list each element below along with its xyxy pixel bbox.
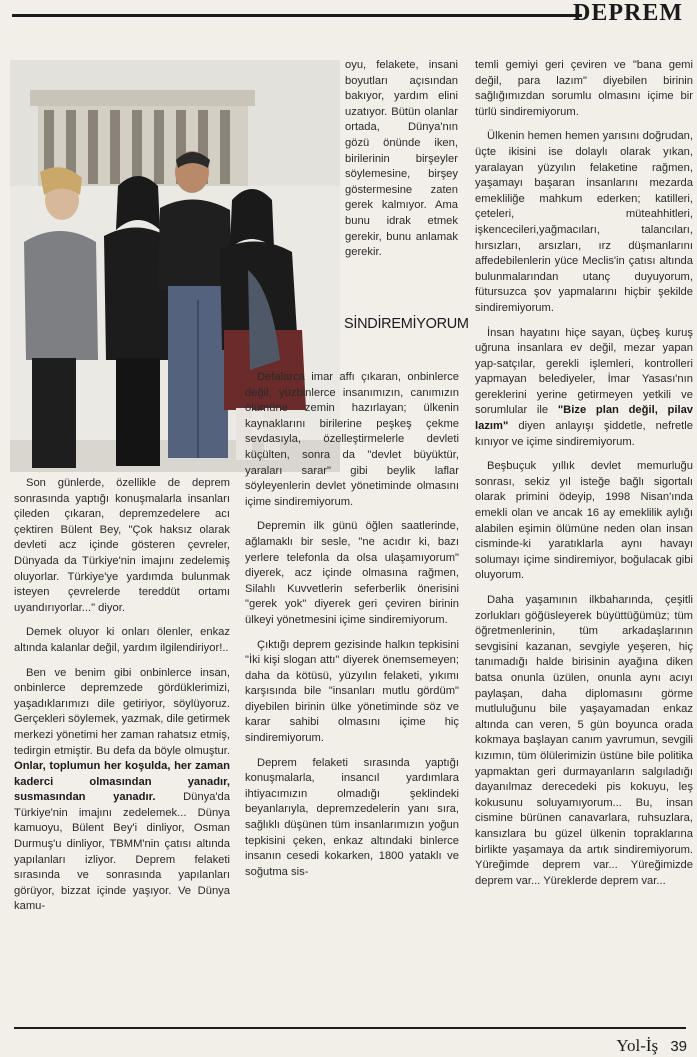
- paragraph: [475, 326, 693, 451]
- paragraph: Deprem felaketi sırasında yaptığı konuşmalarla, insancıl yardımlara ihtiyacımızın olmadığı şeklindeki beyanlarıyla, depremzedelerin yanı sıra, sağlıklı düşünen tüm insanlarımızın yoğun tepkisini çeken, enkaz altındaki binlerce insanın cesedi kokarken, 1800 yataklı ve soğutma sis-: [245, 756, 459, 878]
- paragraph: Depremin ilk günü öğlen saatlerinde, ağlamaklı bir sesle, "ne acıdır ki, bazı yerlere telefonla da olsa ulaşamıyorum" diyerek, acz içinde olmasına rağmen, Silahlı Kuvvetlerin seferberlik önerisini "gerek yok" diyerek geri çeviren birinin ülkeyi yönetmesini içime sindiremiyorum.: [245, 520, 459, 626]
- paragraph: Defalarca imar affı çıkaran, onbinlerce değil, yüzbinlerce insanımızın, canımızın ölümüne zemin hazırlayan; ülkenin kaynaklarını birilerine peşkeş çekme sevdasıyla, özelleştirmelerle devleti küçülten, sonra da "devlet büyüktür, yaraları sarar" gibi beylik laflar söyleyenlerin devlet yönetiminde olmasını içime sindiremiyorum.: [245, 371, 459, 508]
- paragraph: Çıktığı deprem gezisinde halkın tepkisini "İki kişi slogan attı" diyerek önemsemeyen; daha da kötüsü, yüzyılın felaketi, yıkımı karşısında bile "insanları mutlu gördüm" diyebilen birinin ülke yönetiminde söz ve karar sahibi olmasını içime hiç sindiremiyorum.: [245, 638, 459, 745]
- header-rule: [12, 14, 582, 17]
- paragraph-text: İnsan hayatını hiçe sayan, üçbeş kuruş uğruna insanlara ev değil, mezar yapan yap-satçılar, gerekli işlemleri, kontrolleri yapmayan belediyeler, İmar Yasası'nın gereklerini yerine getirmeyen yetkili ve sorumlular ile: [475, 326, 693, 417]
- paragraph: Ülkenin hemen hemen yarısını doğrudan, üçte ikisini ise dolaylı olarak yıkan, yaralayan yüzyılın felaketine rağmen, yaşamayı başaran insanlarını mezarda emekliliğe mahkum ederken; katilleri, çeteleri, müteahhitleri, işkencecileri,yağmacıları, talancıları, hırsızları, arsızları, ırz düşmanlarını affedebilenlerin yüce Meclis'in çatısı altında bulunmalarından utanç duyuyorum, fütursuzca şov yapmalarını hiçbir şekilde sindiremiyorum.: [475, 130, 693, 314]
- paragraph: Daha yaşamının ilkbaharında, çeşitli zorlukları göğüsleyerek büyüttüğümüz; tüm öğretmenlerinin, tüm arkadaşlarının sevgisini kazanan, sevgiyle yeşeren, hiç tanımadığı halde birisinin ayağına diken batsa onunla üzülen, onunla aynı acıyı paylaşan, daha diplomasını görme mutluluğunu bile yaşayamadan enkaz altında can veren, 5 gün boyunca orada kokmaya başlayan canım yavrumun, sevgili kızımın, tüm ölülerimizin üstüne bile politika yapmaktan geri durmayanların salgıladığı dayanılmaz derecedeki pis kokuyu, leş kokusunu soluyamıyorum... Bu, insan cismine bürünen canavarlara, ruhsuzlara, kansızlara bu güzel ülkenin topraklarına birlikte yaşamaya da artık sindiremiyorum. Yüreğimde deprem var... Yüreğimizde deprem var... Yüreklerde deprem var...: [475, 594, 693, 887]
- paragraph: Son günlerde, özellikle de deprem sonrasında yaptığı konuşmalarla insanları çileden çıkaran, depremzedelere acı çektiren Bülent Bey, "Çok haksız olarak devleti acz içinde gösteren çevreler, Dünyada da Türkiye'nin imajını zedelemiş oluyorlar. Türkiye'ye yardımda bulunmak isteyen çevrelerde tereddüt ortamı uyandırıyorlar..." diyor.: [14, 477, 230, 614]
- magazine-name: Yol-İş: [616, 1036, 659, 1055]
- paragraph: [14, 666, 230, 916]
- paragraph: Demek oluyor ki onları ölenler, enkaz altında kalanlar değil, yardım ilgilendiriyor!..: [14, 626, 230, 654]
- paragraph: oyu, felakete, insani boyutları açısından bakıyor, yardım elini uzatıyor. Bütün olanlar ortada, Dünya'nın gözü önünde iken, birilerinin birşeyler söylemesine, birşey göstermesine zaten gerek kalmıyor. Ama bunu idrak etmek gerekir, bunu anlamak gerekir.: [345, 59, 458, 259]
- article-column-2: [245, 370, 459, 889]
- paragraph-text: diyen anlayışı şiddetle, nefretle kınıyor ve içime sindiremiyorum.: [475, 420, 693, 448]
- page-footer: [616, 1036, 687, 1056]
- page-number: 39: [670, 1038, 687, 1055]
- article-column-1: [14, 476, 230, 924]
- paragraph-text: Ben ve benim gibi onbinlerce insan, onbinlerce depremzede gördüklerimizi, yaşadıklarımızı dile getiriyor, söylüyoruz. Gerçekleri söylemek, yazmak, dile getirmek merkezi yönetimi her zaman rahatsız etmiş, tedirgin etmiştir. Bu defa da böyle olmuştur.: [14, 666, 230, 757]
- emphasis-text: Onlar, toplumun her koşulda, her zaman kaderci olmasından yanadır, susmasından yanadır.: [14, 760, 230, 804]
- footer-rule: [14, 1027, 686, 1029]
- section-title: DEPREM: [573, 0, 683, 26]
- article-column-3: [475, 58, 693, 898]
- paragraph: Beşbuçuk yıllık devlet memurluğu sonrası, sekiz yıl isteğe bağlı sigortalı olarak primini ödeyip, 1998 Nisan'ında emekli olan ve ancak 16 ay emeklilik aylığı alabilen eşimin ölümüne neden olan insan cisminde-ki yaratıklarla aynı havayı solumayı içime sindiremiyor, boğulacak gibi oluyorum.: [475, 460, 693, 582]
- emphasis-text: "Bize plan değil, pilav lazım": [475, 404, 694, 433]
- subheading: SİNDİREMİYORUM: [344, 316, 469, 332]
- paragraph-text: Dünya'da Türkiye'nin imajını zedelemek... Dünya kamuoyu, Bülent Bey'i dinliyor, Osman Durmuş'u dinliyor, TBMM'nin çatısı altında yapılanları izliyor. Deprem felaketi sırasında ve sonrasında yapılanları görüyor, bizzat içinde yaşıyor. Ve Dünya kamu-: [14, 791, 230, 913]
- article-column-2-top: [345, 58, 458, 270]
- paragraph: temli gemiyi geri çeviren ve "bana gemi değil, para lazım" diyebilen birinin sağlığımızdan sorumlu olmasını içime bir türlü sindiremiyorum.: [475, 59, 693, 118]
